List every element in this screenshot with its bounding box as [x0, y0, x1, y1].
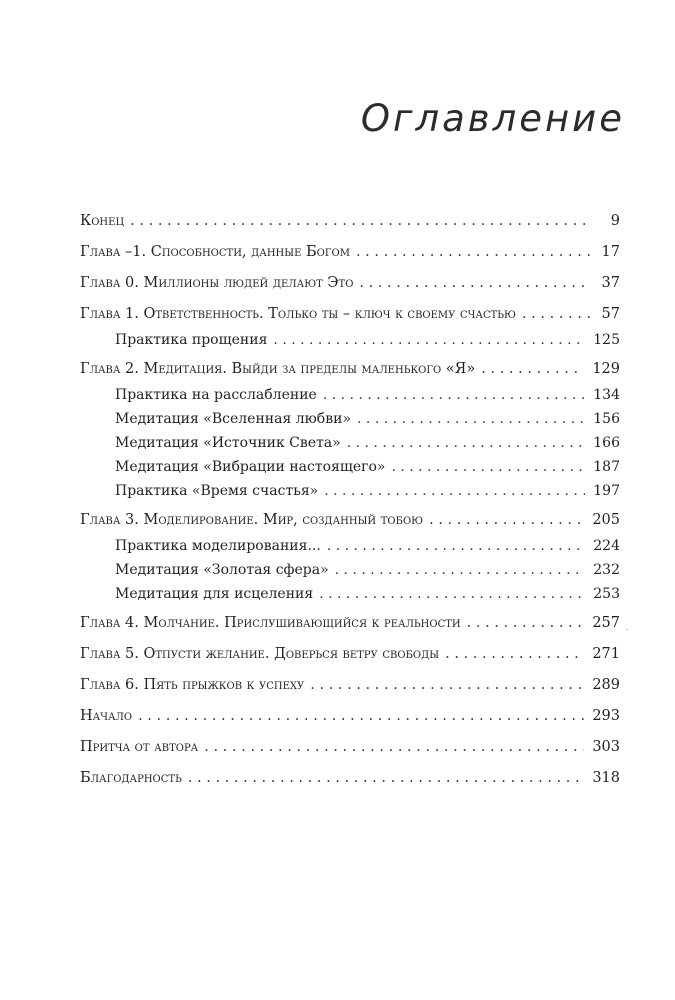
- toc-subentry[interactable]: [80, 387, 620, 402]
- toc-subentry[interactable]: [80, 562, 620, 577]
- toc-entry-page: 166: [593, 435, 620, 451]
- toc-entry-page: 289: [592, 677, 620, 693]
- toc-entry[interactable]: [80, 512, 620, 529]
- toc-entry-page: 156: [593, 411, 620, 427]
- toc-entry-label: Глава 6. Пять прыжков к успеху: [80, 677, 305, 693]
- toc-subentry[interactable]: [80, 483, 620, 498]
- dot-leader: [347, 435, 586, 451]
- toc-entry-page: 57: [601, 306, 620, 322]
- toc-entry-label: Медитация для исцеления: [115, 586, 314, 602]
- toc-entry-label: Глава 0. Миллионы людей делают Это: [80, 275, 354, 291]
- dot-leader: [429, 512, 584, 528]
- dot-leader: [319, 586, 585, 602]
- page-title: Оглавление: [360, 97, 625, 140]
- toc-entry[interactable]: [80, 646, 620, 663]
- toc-entry-label: Практика прощения: [115, 332, 268, 348]
- toc-subentry[interactable]: [80, 586, 620, 601]
- toc-entry-page: 205: [592, 512, 620, 528]
- toc-entry[interactable]: [80, 615, 620, 632]
- toc-entry-page: 318: [592, 770, 620, 786]
- toc-entry-page: 129: [592, 361, 620, 377]
- dot-leader: [467, 615, 585, 631]
- toc-entry-label: Благодарность: [80, 770, 182, 786]
- toc-entry[interactable]: [80, 708, 620, 725]
- dot-leader: [522, 306, 590, 322]
- scan-speck: [626, 629, 628, 630]
- toc-entry-label: Конец: [80, 213, 125, 229]
- dot-leader: [335, 562, 586, 578]
- dot-leader: [481, 361, 584, 377]
- toc-entry-page: 134: [593, 387, 620, 403]
- toc-entry-page: 17: [601, 244, 620, 260]
- dot-leader: [357, 411, 585, 427]
- toc-entry-page: 232: [593, 562, 620, 578]
- toc-entry-label: Медитация «Вибрации настоящего»: [115, 459, 386, 475]
- toc-subentry[interactable]: [80, 459, 620, 474]
- toc-entry-page: 257: [592, 615, 620, 631]
- toc-entry-label: Глава 4. Молчание. Прислушивающийся к реальности: [80, 615, 461, 631]
- toc-entry-page: 293: [592, 708, 620, 724]
- toc-entry-label: Глава 1. Ответственность. Только ты – ключ к своему счастью: [80, 306, 516, 322]
- dot-leader: [273, 332, 585, 348]
- toc-entry-page: 197: [593, 483, 620, 499]
- dot-leader: [391, 459, 585, 475]
- toc-entry-label: Глава 5. Отпусти желание. Доверься ветру свободы: [80, 646, 440, 662]
- toc-entry-label: Медитация «Золотая сфера»: [115, 562, 329, 578]
- toc-entry[interactable]: [80, 244, 620, 261]
- toc-entry[interactable]: [80, 770, 620, 787]
- toc-entry-page: 9: [610, 213, 620, 229]
- dot-leader: [324, 483, 585, 499]
- toc-entry-label: Притча от автора: [80, 739, 199, 755]
- dot-leader: [130, 213, 590, 229]
- dot-leader: [188, 770, 585, 786]
- dot-leader: [327, 538, 585, 554]
- toc-entry-page: 224: [593, 538, 620, 554]
- dot-leader: [204, 739, 584, 755]
- toc-entry-page: 125: [593, 332, 620, 348]
- toc-entry-page: 37: [601, 275, 620, 291]
- toc-entry-label: Практика моделирования...: [115, 538, 321, 554]
- toc-entry-label: Практика на расслабление: [115, 387, 317, 403]
- dot-leader: [359, 275, 590, 291]
- toc-subentry[interactable]: [80, 435, 620, 450]
- dot-leader: [138, 708, 584, 724]
- toc-entry-label: Глава –1. Способности, данные Богом: [80, 244, 350, 260]
- toc-entry[interactable]: [80, 677, 620, 694]
- toc-entry[interactable]: [80, 275, 620, 292]
- toc-entry-page: 303: [592, 739, 620, 755]
- toc-entry-label: Медитация «Источник Света»: [115, 435, 341, 451]
- table-of-contents: [80, 213, 620, 787]
- toc-entry-label: Глава 2. Медитация. Выйди за пределы маленького «Я»: [80, 361, 476, 377]
- toc-entry-label: Начало: [80, 708, 133, 724]
- dot-leader: [310, 677, 584, 693]
- toc-subentry[interactable]: [80, 538, 620, 553]
- toc-entry-page: 271: [592, 646, 620, 662]
- toc-subentry[interactable]: [80, 411, 620, 426]
- toc-subentry[interactable]: [80, 332, 620, 347]
- toc-entry-label: Практика «Время счастья»: [115, 483, 319, 499]
- dot-leader: [323, 387, 585, 403]
- toc-entry[interactable]: [80, 739, 620, 756]
- toc-entry-label: Медитация «Вселенная любви»: [115, 411, 352, 427]
- toc-entry-label: Глава 3. Моделирование. Мир, созданный тобою: [80, 512, 424, 528]
- toc-entry[interactable]: [80, 213, 620, 230]
- dot-leader: [356, 244, 590, 260]
- toc-entry-page: 187: [593, 459, 620, 475]
- toc-entry-page: 253: [593, 586, 620, 602]
- toc-entry[interactable]: [80, 361, 620, 378]
- toc-entry[interactable]: [80, 306, 620, 323]
- dot-leader: [445, 646, 584, 662]
